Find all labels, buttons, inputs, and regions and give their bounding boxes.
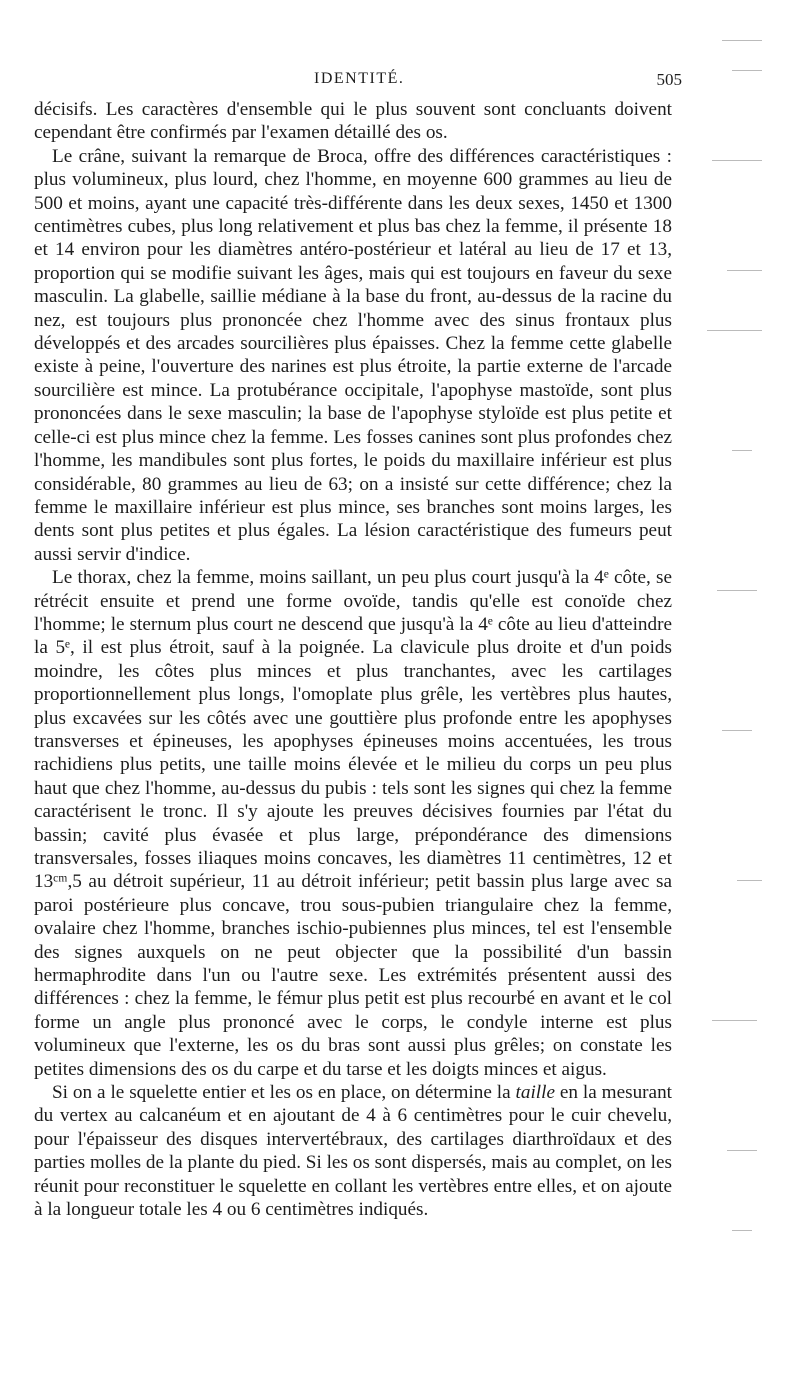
page-header <box>34 70 682 96</box>
paragraph-taille-start: Si on a le squelette entier et les os en place, on détermine la <box>52 1082 516 1104</box>
paragraph-continuation: décisifs. Les caractères d'ensemble qui le plus souvent sont concluants doivent cependant être confirmés par l'examen détaillé des os. <box>34 99 672 144</box>
page-number: 505 <box>656 70 682 89</box>
margin-scan-noise <box>702 30 772 1270</box>
paragraph-taille <box>34 1081 672 1221</box>
running-title: IDENTITÉ. <box>314 70 405 87</box>
paragraph-crane: Le crâne, suivant la remarque de Broca, offre des différences caractéristiques : plus volumineux, plus lourd, chez l'homme, en moyenne 600 grammes au lieu de 500 et moins, ayant une capacité très-différente dans les deux sexes, 1450 et 1300 centimètres cubes, plus long relativement et plus bas chez la femme, il présente 18 et 14 environ pour les diamètres antéro-postérieur et latéral au lieu de 17 et 13, proportion qui se modifie suivant les âges, mais qui est toujours en faveur du sexe masculin. La glabelle, saillie médiane à la base du front, au-dessus de la racine du nez, est toujours plus prononcée chez l'homme avec des sinus frontaux plus développés et des arcades sourcilières plus épaisses. Chez la femme cette glabelle existe à peine, l'ouverture des narines est plus étroite, la partie externe de l'arcade sourcilière est mince. La protubérance occipitale, l'apophyse mastoïde, sont plus prononcées dans le sexe masculin; la base de l'apophyse styloïde est plus petite et celle-ci est plus mince chez la femme. Les fosses canines sont plus profondes chez l'homme, les mandibules sont plus fortes, le poids du maxillaire inférieur est plus considérable, 80 grammes au lieu de 63; on a insisté sur cette différence; chez la femme le maxillaire inférieur est plus mince, ses branches sont moins larges, les dents sont plus petites et plus égales. La lésion caractéristique des fumeurs peut aussi servir d'indice. <box>34 145 672 565</box>
body-text <box>34 98 672 1222</box>
paragraph-taille-end: en la mesurant du vertex au calcanéum et en ajoutant de 4 à 6 centimètres pour le cuir chevelu, pour l'épaisseur des disques intervertébraux, des cartilages diarthroïdaux et des parties molles de la plante du pied. Si les os sont dispersés, mais au complet, on les réunit pour reconstituer le squelette en collant les vertèbres entre elles, et on ajoute à la longueur totale les 4 ou 6 centimètres indiqués. <box>34 1082 672 1221</box>
paragraph-thorax: Le thorax, chez la femme, moins saillant, un peu plus court jusqu'à la 4ᵉ côte, se rétrécit ensuite et prend une forme ovoïde, tandis qu'elle est conoïde chez l'homme; le sternum plus court ne descend que jusqu'à la 4ᵉ côte au lieu d'atteindre la 5ᵉ, il est plus étroit, sauf à la poignée. La clavicule plus droite et d'un poids moindre, les côtes plus minces et plus tranchantes, avec les cartilages proportionnellement plus longs, l'omoplate plus grêle, les vertèbres plus hautes, plus excavées sur les côtés avec une gouttière plus profonde entre les apophyses transverses et épineuses, les apophyses épineuses moins accentuées, les trous rachidiens plus petits, une taille moins élevée et le milieu du corps un peu plus haut que chez l'homme, au-dessus du pubis : tels sont les signes qui chez la femme caractérisent le tronc. Il s'y ajoute les preuves décisives fournies par l'état du bassin; cavité plus évasée et plus large, prépondérance des dimensions transversales, fosses iliaques moins concaves, les diamètres 11 centimètres, 12 et 13ᶜᵐ,5 au détroit supérieur, 11 au détroit inférieur; petit bassin plus large avec sa paroi postérieure plus concave, trou sous-pubien triangulaire chez la femme, ovalaire chez l'homme, branches ischio-pubiennes plus minces, tel est l'ensemble des signes auxquels on ne peut objecter que la possibilité d'un bassin hermaphrodite dans l'un ou l'autre sexe. Les extrémités présentent aussi des différences : chez la femme, le fémur plus petit est plus recourbé en avant et le col forme un angle plus prononcé avec le corps, le condyle interne est plus volumineux que l'externe, les os du bras sont aussi plus grêles; on constate les petites dimensions des os du carpe et du tarse et les doigts minces et aigus. <box>34 567 672 1080</box>
taille-emphasis: taille <box>515 1082 555 1104</box>
